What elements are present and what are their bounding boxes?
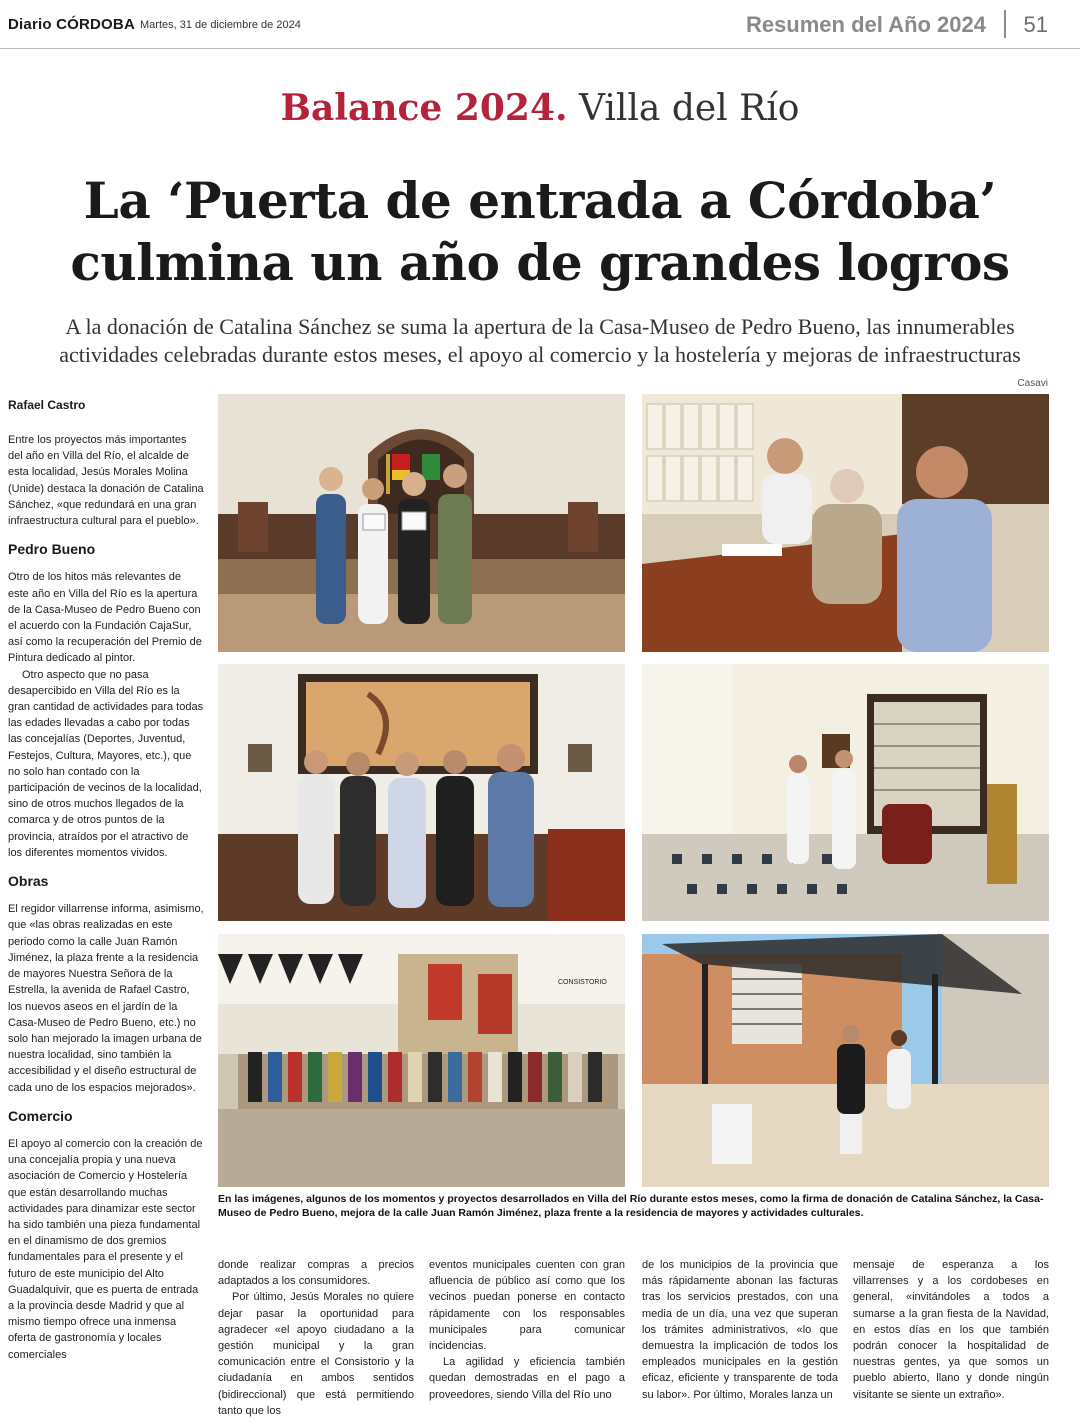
bottom-col4-para-1: mensaje de esperanza a los villarrenses y a los cordobeses en general, «invitándoles a todos a sumarse a la gran fiesta de la Navidad, en estos días en los que también podrán conocer la hospitalidad de nuestras gentes, ya que somos un pueblo abierto, llano y donde ningún visitante se siente un extraño».	[853, 1259, 1049, 1401]
section-title: Resumen del Año 2024	[745, 12, 986, 37]
headline-line-2: culmina un año de grandes logros	[70, 233, 1010, 292]
kicker-highlight: Balance 2024.	[280, 87, 568, 129]
photo-award-ceremony	[218, 394, 625, 652]
intro-paragraph: Entre los proyectos más importantes del año en Villa del Río, el alcalde de esta localidad, Jesús Morales Molina (Unide) destaca la donación de Catalina Sánchez, «que redundará en una gran infraestructura cultural para el pueblo».	[8, 434, 204, 528]
bottom-column-4	[853, 1257, 1049, 1403]
bottom-column-2	[429, 1257, 625, 1403]
paragraph-obras: El regidor villarrense informa, asimismo, que «las obras realizadas en este periodo como la calle Juan Ramón Jiménez, la plaza frente a la residencia de mayores Nuestra Señora de la Estrella, la avenida de Rafael Castro, los nuevos aseos en el jardín de la Casa-Museo de Pedro Bueno, etc.) no solo han mejorado la imagen urbana de nuestra localidad, sino también la accesibilidad y el diseño estructural de cada uno de los espacios mejorados».	[8, 903, 204, 1094]
kicker	[0, 86, 1080, 131]
left-column	[8, 432, 204, 1363]
bottom-col2-para-1: eventos municipales cuenten con gran afluencia de público así como que los vecinos puedan ponerse en contacto rápidamente con los responsables municipales para comunicar incidencias.	[429, 1259, 625, 1353]
photo-caption: En las imágenes, algunos de los momentos y proyectos desarrollados en Villa del Río durante estos meses, como la firma de donación de Catalina Sánchez, la Casa-Museo de Pedro Bueno, mejora de la calle Juan Ramón Jiménez, plaza frente a la residencia de mayores y actividades culturales.	[218, 1193, 1044, 1219]
paragraph-pedro-2: Otro aspecto que no pasa desapercibido en Villa del Río es la gran cantidad de actividades para todas las edades llevadas a cabo por todas las concejalías (Deportes, Juventud, Festejos, Cultura, Mayores, etc.), que no solo han contado con la participación de vecinos de la localidad, sino de otros muchos llegados de la comarca y de otros puntos de la provincia, atraídos por el atractivo de los diferentes momentos vividos.	[8, 668, 204, 859]
photo-casa-museo	[642, 664, 1049, 921]
byline: Rafael Castro	[8, 398, 86, 412]
subhead-pedro-bueno: Pedro Bueno	[8, 541, 96, 558]
photo-procession	[218, 934, 625, 1187]
paragraph-pedro-1: Otro de los hitos más relevantes de este año en Villa del Río es la apertura de la Casa-Museo de Pedro Bueno con el acuerdo con la Fundación CajaSur, así como la recuperación del Premio de Pintura dedicado al pintor.	[8, 571, 202, 665]
paragraph-comercio: El apoyo al comercio con la creación de una concejalía propia y una nueva asociación de Comercio y Hostelería que están desarrollando muchas actividades para dinamizar este sector ha sido también una pieza fundamental en el dinamismo de dos gremios fundamentales para el presente y el futuro de este municipio del Alto Guadalquivir, que es puerta de entrada a la provincia desde Madrid y que al mismo tiempo ofrece una inmensa oferta de gastronomía y locales comerciales	[8, 1137, 203, 1361]
street-sign-text: CONSISTORIO	[558, 979, 607, 986]
photo-credit: Casavi	[1017, 378, 1048, 389]
headline-line-1: La ‘Puerta de entrada a Córdoba’	[83, 171, 997, 230]
kicker-place: Villa del Río	[579, 88, 800, 129]
photo-cultural-event	[218, 664, 625, 921]
issue-date: Martes, 31 de diciembre de 2024	[140, 19, 301, 31]
photo-donation-signing	[642, 394, 1049, 652]
bottom-col1-para-1: donde realizar compras a precios adaptados a los consumidores.	[218, 1259, 414, 1288]
bottom-column-3	[642, 1257, 838, 1403]
header-rule	[0, 48, 1080, 49]
bottom-column-1	[218, 1257, 414, 1419]
subheadline	[20, 313, 1060, 369]
bottom-col1-para-2: Por último, Jesús Morales no quiere dejar pasar la oportunidad para agradecer «el apoyo ciudadano a la gestión municipal y la gran comunicación entre el Consistorio y la ciudadanía en ambos sentidos (bidireccional) que está permitiendo tanto que los	[218, 1291, 414, 1417]
header-divider	[1004, 10, 1006, 38]
headline	[20, 170, 1060, 294]
subhead-comercio: Comercio	[8, 1107, 73, 1124]
page-number: 51	[1023, 12, 1048, 37]
page-header	[0, 0, 1080, 50]
photo-plaza-pergola	[642, 934, 1049, 1187]
subheadline-line-2: actividades celebradas durante estos meses, el apoyo al comercio y la hostelería y mejoras de infraestructuras	[59, 342, 1021, 367]
subhead-obras: Obras	[8, 873, 49, 890]
newspaper-brand: Diario CÓRDOBA	[8, 16, 135, 33]
bottom-col2-para-2: La agilidad y eficiencia también quedan demostradas en el pago a proveedores, siendo Villa del Río uno	[429, 1356, 625, 1401]
bottom-col3-para-1: de los municipios de la provincia que más rápidamente abonan las facturas tras los servicios prestados, con una media de un día, una vez que superan los trámites administrativos, «lo que demuestra la implicación de todos los empleados municipales en la gestión eficaz, eficiente y transparente de toda su labor». Por último, Morales lanza un	[642, 1259, 838, 1401]
subheadline-line-1: A la donación de Catalina Sánchez se suma la apertura de la Casa-Museo de Pedro Bueno, las innumerables	[65, 314, 1015, 339]
